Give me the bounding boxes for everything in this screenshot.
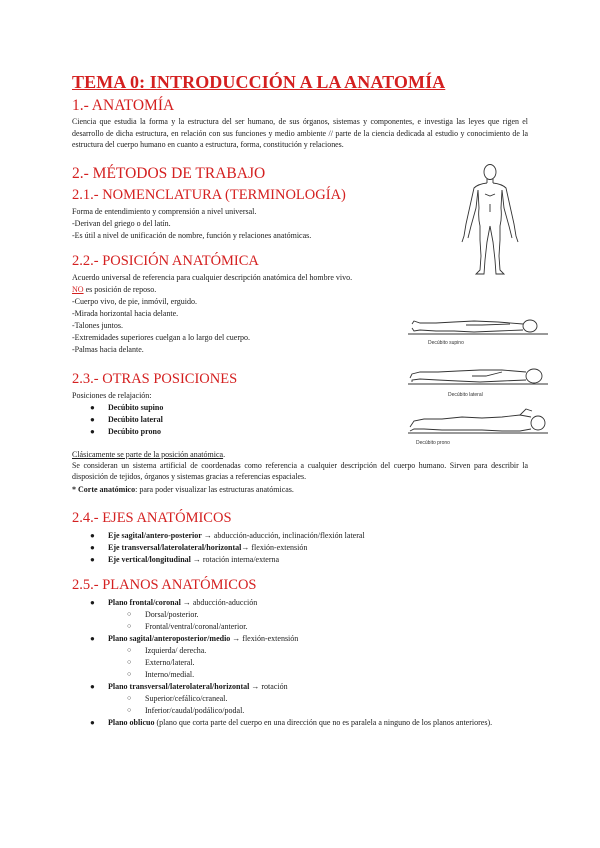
plano-item xyxy=(108,597,257,608)
plano-item xyxy=(108,633,298,644)
posicion-intro: Acuerdo universal de referencia para cualquier descripción anatómica del hombre vivo. xyxy=(72,273,353,282)
eje-item xyxy=(108,530,365,541)
no-emphasis: NO xyxy=(72,285,84,294)
decubito-supino-figure xyxy=(402,312,552,348)
bullet-icon: ● xyxy=(90,403,95,412)
anatomia-definition: Ciencia que estudia la forma y la estructura del ser humano, de sus órganos, sistemas y componentes, e investiga las leyes que rigen el desarrollo de dicha estructura, en relación con sus funciones y medio ambiente // parte de la ciencia dedicada al estudio y conocimiento de la estructura del cuerpo humano en cuanto a estructura, forma, constitución y relaciones. xyxy=(72,117,528,150)
bullet-icon: ● xyxy=(90,531,95,540)
bullet-icon: ● xyxy=(90,543,95,552)
bullet-icon: ● xyxy=(90,718,95,727)
clasicamente-rest: . xyxy=(223,450,226,459)
posicion-line: -Palmas hacia delante. xyxy=(72,345,144,354)
document-title: TEMA 0: INTRODUCCIÓN A LA ANATOMÍA xyxy=(72,72,446,92)
plano-subitem: Interno/medial. xyxy=(145,670,195,679)
eje-movement: → flexión-extensión xyxy=(241,543,308,552)
sub-bullet-icon: ○ xyxy=(127,658,132,666)
decubito-prono-figure xyxy=(402,405,552,447)
nomenclatura-line: Forma de entendimiento y comprensión a nivel universal. xyxy=(72,207,257,216)
sub-bullet-icon: ○ xyxy=(127,622,132,630)
section-heading-metodos: 2.- MÉTODOS DE TRABAJO xyxy=(72,165,266,182)
eje-name: Eje vertical/longitudinal xyxy=(108,555,191,564)
eje-name: Eje transversal/laterolateral/horizontal xyxy=(108,543,242,552)
subsection-heading-planos: 2.5.- PLANOS ANATÓMICOS xyxy=(72,577,257,593)
posicion-line: -Cuerpo vivo, de pie, inmóvil, erguido. xyxy=(72,297,197,306)
no-rest-text: es posición de reposo. xyxy=(83,285,157,294)
sub-bullet-icon: ○ xyxy=(127,610,132,618)
corte-anatomico-label: * Corte anatómico xyxy=(72,485,136,494)
eje-movement: → abducción-aducción, inclinación/flexión lateral xyxy=(201,531,365,540)
subsection-heading-otras-posiciones: 2.3.- OTRAS POSICIONES xyxy=(72,371,238,387)
plano-subitem: Frontal/ventral/coronal/anterior. xyxy=(145,622,248,631)
subsection-heading-ejes: 2.4.- EJES ANATÓMICOS xyxy=(72,510,232,526)
plano-subitem: Inferior/caudal/podálico/podal. xyxy=(145,706,245,715)
plano-oblicuo-item xyxy=(108,717,528,728)
plano-name: Plano frontal/coronal xyxy=(108,598,181,607)
eje-movement: → rotación interna/externa xyxy=(190,555,280,564)
posicion-line: -Extremidades superiores cuelgan a lo largo del cuerpo. xyxy=(72,333,251,342)
bullet-icon: ● xyxy=(90,598,95,607)
section-heading-anatomia: 1.- ANATOMÍA xyxy=(72,97,175,114)
bullet-icon: ● xyxy=(90,555,95,564)
plano-name: Plano transversal/laterolateral/horizontal xyxy=(108,682,250,691)
clasicamente-underlined: Clásicamente se parte de la posición anatómica xyxy=(72,450,224,459)
plano-oblicuo-desc: (plano que corta parte del cuerpo en una dirección que no es paralela a ninguno de los planos xyxy=(154,718,454,727)
plano-subitem: Izquierda/ derecha. xyxy=(145,646,207,655)
eje-name: Eje sagital/antero-posterior xyxy=(108,531,202,540)
bullet-icon: ● xyxy=(90,682,95,691)
plano-movement: → abducción-aducción xyxy=(180,598,258,607)
nomenclatura-line: -Es útil a nivel de unificación de nombre, función y relaciones anatómicas. xyxy=(72,231,312,240)
sub-bullet-icon: ○ xyxy=(127,670,132,678)
prono-caption: Decúbito prono xyxy=(416,440,450,446)
sub-bullet-icon: ○ xyxy=(127,694,132,702)
anatomical-position-figure xyxy=(440,160,540,280)
bullet-icon: ● xyxy=(90,634,95,643)
eje-item xyxy=(108,554,279,565)
bullet-decubito-prono: Decúbito prono xyxy=(108,427,161,436)
plano-movement: → rotación xyxy=(249,682,288,691)
posicion-line: -Talones juntos. xyxy=(72,321,123,330)
sub-bullet-icon: ○ xyxy=(127,706,132,714)
supino-caption: Decúbito supino xyxy=(428,340,464,346)
plano-name: Plano sagital/anteroposterior/medio xyxy=(108,634,231,643)
subsection-heading-posicion-anatomica: 2.2.- POSICIÓN ANATÓMICA xyxy=(72,253,259,269)
corte-anatomico-line xyxy=(72,484,294,495)
plano-movement: → flexión-extensión xyxy=(230,634,299,643)
decubito-lateral-figure xyxy=(402,358,552,400)
nomenclatura-line: -Derivan del griego o del latín. xyxy=(72,219,171,228)
plano-subitem: Externo/lateral. xyxy=(145,658,195,667)
plano-name: Plano oblicuo xyxy=(108,718,155,727)
plano-subitem: Dorsal/posterior. xyxy=(145,610,199,619)
otras-posiciones-intro: Posiciones de relajación: xyxy=(72,391,152,400)
plano-oblicuo-desc-end: anteriores). xyxy=(455,718,493,727)
bullet-decubito-lateral: Decúbito lateral xyxy=(108,415,163,424)
plano-subitem: Superior/cefálico/craneal. xyxy=(145,694,228,703)
subsection-heading-nomenclatura: 2.1.- NOMENCLATURA (TERMINOLOGÍA) xyxy=(72,187,346,203)
posicion-line: -Mirada horizontal hacia delante. xyxy=(72,309,179,318)
bullet-decubito-supino: Decúbito supino xyxy=(108,403,164,412)
clasicamente-note xyxy=(72,449,225,460)
sub-bullet-icon: ○ xyxy=(127,646,132,654)
bullet-icon: ● xyxy=(90,427,95,436)
lateral-caption: Decúbito lateral xyxy=(448,392,483,398)
eje-item xyxy=(108,542,307,553)
posicion-no-reposo xyxy=(72,284,156,295)
corte-anatomico-rest: : para poder visualizar las estructuras anatómicas. xyxy=(135,485,294,494)
coordenadas-paragraph: Se consideran un sistema artificial de coordenadas como referencia a cualquier descripción del cuerpo humano. Sirven para describir la disposición de tejidos, órganos y sistemas gracias a referencias espaciales. xyxy=(72,461,528,482)
plano-item xyxy=(108,681,288,692)
bullet-icon: ● xyxy=(90,415,95,424)
